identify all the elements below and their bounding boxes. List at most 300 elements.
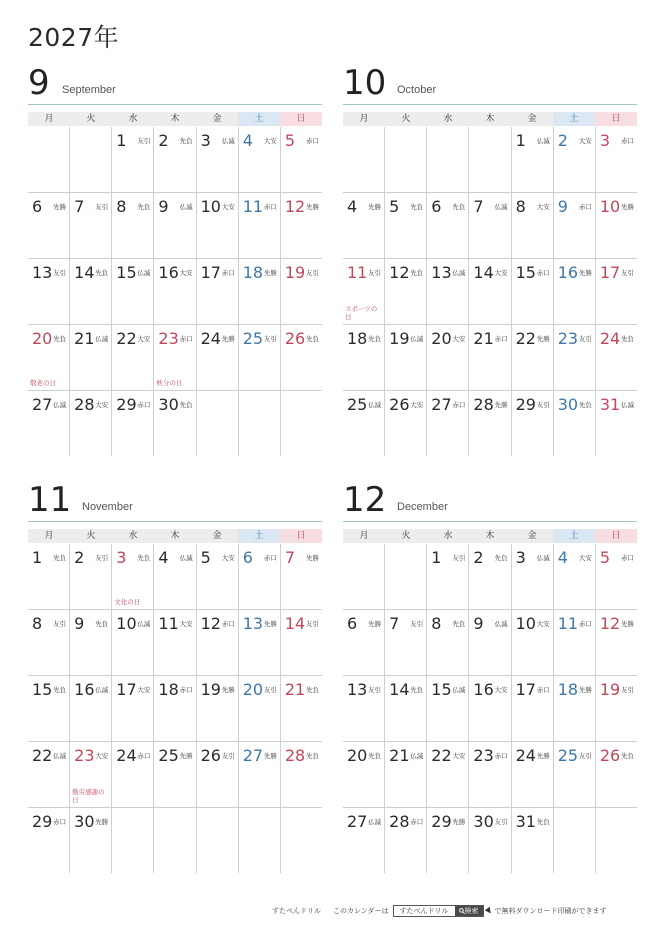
rokuyo-label: 仏滅 [95, 686, 109, 694]
rokuyo-label: 友引 [53, 620, 67, 628]
month-october [343, 64, 637, 456]
day-number: 5 [599, 548, 611, 567]
day-number: 13 [32, 263, 53, 282]
rokuyo-label: 先負 [410, 686, 424, 694]
day-cell [343, 742, 385, 807]
rokuyo-label: 先負 [179, 401, 193, 409]
day-number: 29 [431, 812, 452, 831]
rokuyo-label: 友引 [263, 335, 277, 343]
day-number: 20 [347, 746, 368, 765]
day-number: 7 [284, 548, 296, 567]
day-number: 11 [347, 263, 368, 282]
rokuyo-label: 先負 [494, 554, 508, 562]
rokuyo-label: 赤口 [536, 269, 550, 277]
day-number: 10 [200, 197, 221, 216]
day-cell [70, 325, 112, 390]
day-cell [28, 391, 70, 456]
day-number: 27 [347, 812, 368, 831]
weekday-label: 金 [511, 529, 553, 543]
day-number: 21 [473, 329, 494, 348]
empty-cell [239, 391, 281, 456]
day-number: 3 [116, 548, 127, 567]
rokuyo-label: 先勝 [368, 203, 382, 211]
rokuyo-label: 友引 [536, 401, 550, 409]
day-cell [112, 193, 154, 258]
day-cell [281, 193, 322, 258]
day-number: 21 [389, 746, 410, 765]
month-header [343, 64, 637, 105]
day-number: 2 [557, 131, 568, 150]
rokuyo-label: 先勝 [179, 752, 193, 760]
day-cell [112, 610, 154, 675]
day-number: 17 [599, 263, 621, 282]
rokuyo-label: 友引 [95, 203, 109, 211]
holiday-name: 秋分の日 [156, 378, 183, 387]
day-cell [154, 391, 196, 456]
week-row [28, 127, 322, 193]
rokuyo-label: 大安 [179, 269, 193, 277]
weekday-label: 水 [427, 112, 469, 126]
day-number: 2 [473, 548, 484, 567]
search-box[interactable] [393, 905, 484, 917]
day-number: 31 [599, 395, 621, 414]
day-number: 21 [284, 680, 306, 699]
rokuyo-label: 仏滅 [536, 554, 550, 562]
rokuyo-label: 先勝 [305, 203, 319, 211]
rokuyo-label: 友引 [452, 554, 466, 562]
weekday-label: 金 [196, 112, 238, 126]
day-cell [385, 808, 427, 873]
day-cell [343, 325, 385, 390]
footer [272, 905, 607, 917]
day-cell [343, 391, 385, 456]
week-row [343, 610, 637, 676]
day-number: 27 [32, 395, 53, 414]
day-number: 5 [284, 131, 296, 150]
weekday-label: 金 [196, 529, 238, 543]
day-cell [469, 391, 511, 456]
day-cell [28, 808, 70, 873]
rokuyo-label: 先負 [305, 686, 319, 694]
day-cell [70, 808, 112, 873]
day-number: 30 [557, 395, 579, 414]
day-number: 13 [242, 614, 264, 633]
weekday-header-row [343, 529, 637, 543]
month-name: October [397, 84, 437, 96]
day-cell [596, 193, 637, 258]
rokuyo-label: 先勝 [263, 752, 277, 760]
day-number: 16 [74, 680, 95, 699]
day-number: 8 [515, 197, 526, 216]
empty-cell [343, 127, 385, 192]
day-number: 14 [389, 680, 410, 699]
day-number: 18 [242, 263, 264, 282]
empty-cell [197, 391, 239, 456]
week-row [343, 391, 637, 456]
rokuyo-label: 先負 [368, 752, 382, 760]
day-number: 26 [389, 395, 410, 414]
day-cell [469, 676, 511, 741]
rokuyo-label: 赤口 [137, 401, 151, 409]
day-cell [469, 259, 511, 324]
month-september [28, 64, 322, 456]
rokuyo-label: 先負 [53, 554, 67, 562]
search-box-text[interactable]: すたぺんドリル [399, 907, 449, 915]
day-cell [385, 325, 427, 390]
day-cell [281, 127, 322, 192]
day-cell [469, 610, 511, 675]
day-number: 18 [158, 680, 179, 699]
day-cell [112, 325, 154, 390]
day-number: 15 [32, 680, 53, 699]
day-cell [385, 391, 427, 456]
day-cell [385, 676, 427, 741]
rokuyo-label: 仏滅 [179, 554, 193, 562]
cursor-icon [484, 907, 492, 915]
day-number: 2 [158, 131, 169, 150]
weekday-header-row [343, 112, 637, 126]
day-cell [28, 259, 70, 324]
weekday-label: 月 [343, 112, 385, 126]
empty-cell [112, 808, 154, 873]
day-cell [469, 193, 511, 258]
rokuyo-label: 仏滅 [536, 137, 550, 145]
day-cell [112, 742, 154, 807]
day-cell [239, 193, 281, 258]
rokuyo-label: 先勝 [368, 620, 382, 628]
weekday-header-row [28, 112, 322, 126]
day-cell [281, 325, 322, 390]
month-number: 12 [343, 480, 387, 520]
day-number: 25 [242, 329, 264, 348]
day-cell [197, 676, 239, 741]
rokuyo-label: 友引 [95, 554, 109, 562]
rokuyo-label: 大安 [452, 335, 466, 343]
empty-cell [197, 808, 239, 873]
rokuyo-label: 先負 [620, 752, 634, 760]
month-header [28, 64, 322, 105]
rokuyo-label: 先負 [578, 401, 592, 409]
holiday-name: 勤労感謝の日 [72, 788, 105, 804]
day-number: 23 [473, 746, 494, 765]
day-cell [197, 742, 239, 807]
month-number: 10 [343, 63, 387, 103]
day-cell [197, 610, 239, 675]
week-row [343, 193, 637, 259]
day-cell [427, 610, 469, 675]
day-cell [112, 127, 154, 192]
footer-brand[interactable]: すたぺんドリル [272, 907, 321, 915]
rokuyo-label: 友引 [221, 752, 235, 760]
day-cell [281, 610, 322, 675]
rokuyo-label: 赤口 [494, 335, 508, 343]
day-number: 4 [158, 548, 169, 567]
rokuyo-label: 赤口 [221, 269, 235, 277]
rokuyo-label: 大安 [263, 137, 277, 145]
rokuyo-label: 赤口 [221, 620, 235, 628]
day-number: 12 [599, 614, 621, 633]
day-cell [197, 544, 239, 609]
month-name: September [62, 84, 116, 96]
day-cell [154, 259, 196, 324]
day-cell [28, 742, 70, 807]
empty-cell [427, 127, 469, 192]
weekday-label: 木 [154, 112, 196, 126]
week-row [343, 808, 637, 873]
day-number: 6 [32, 197, 43, 216]
day-number: 9 [557, 197, 568, 216]
rokuyo-label: 大安 [137, 335, 151, 343]
week-row [343, 259, 637, 325]
rokuyo-label: 仏滅 [53, 401, 67, 409]
week-row [28, 676, 322, 742]
weekday-label: 土 [238, 112, 280, 126]
rokuyo-label: 先勝 [536, 335, 550, 343]
rokuyo-label: 赤口 [452, 401, 466, 409]
rokuyo-label: 仏滅 [179, 203, 193, 211]
day-number: 3 [200, 131, 211, 150]
rokuyo-label: 仏滅 [410, 335, 424, 343]
day-number: 27 [431, 395, 452, 414]
rokuyo-label: 大安 [137, 686, 151, 694]
day-number: 23 [158, 329, 179, 348]
day-number: 24 [599, 329, 621, 348]
weekday-label: 土 [553, 112, 595, 126]
day-cell [512, 676, 554, 741]
rokuyo-label: 先負 [305, 335, 319, 343]
day-number: 19 [200, 680, 221, 699]
rokuyo-label: 赤口 [179, 686, 193, 694]
day-cell [154, 127, 196, 192]
day-cell [70, 610, 112, 675]
day-cell [596, 325, 637, 390]
day-cell [554, 742, 596, 807]
day-number: 10 [116, 614, 137, 633]
empty-cell [343, 544, 385, 609]
weekday-label: 火 [385, 529, 427, 543]
day-number: 20 [431, 329, 452, 348]
week-row [28, 391, 322, 456]
day-number: 30 [473, 812, 494, 831]
day-number: 14 [473, 263, 494, 282]
day-cell [385, 610, 427, 675]
day-number: 19 [599, 680, 621, 699]
day-number: 12 [200, 614, 221, 633]
weekday-label: 木 [469, 529, 511, 543]
day-cell [197, 193, 239, 258]
day-cell [596, 610, 637, 675]
day-number: 30 [158, 395, 179, 414]
weekday-label: 日 [280, 529, 322, 543]
rokuyo-label: 先勝 [263, 620, 277, 628]
day-cell [154, 325, 196, 390]
day-cell [469, 808, 511, 873]
day-cell [343, 193, 385, 258]
day-number: 29 [515, 395, 536, 414]
rokuyo-label: 先負 [53, 335, 67, 343]
rokuyo-label: 先勝 [221, 335, 235, 343]
holiday-name: 敬老の日 [30, 378, 56, 387]
month-name: November [82, 501, 133, 513]
month-header [343, 481, 637, 522]
rokuyo-label: 先勝 [95, 818, 109, 826]
day-number: 24 [200, 329, 221, 348]
rokuyo-label: 先勝 [452, 818, 466, 826]
rokuyo-label: 仏滅 [620, 401, 634, 409]
rokuyo-label: 赤口 [53, 818, 67, 826]
month-name: December [397, 501, 448, 513]
rokuyo-label: 大安 [179, 620, 193, 628]
day-cell [554, 127, 596, 192]
weekday-label: 月 [28, 112, 70, 126]
weekday-label: 木 [154, 529, 196, 543]
rokuyo-label: 友引 [137, 137, 151, 145]
day-number: 19 [389, 329, 410, 348]
empty-cell [154, 808, 196, 873]
day-cell [239, 610, 281, 675]
day-cell [385, 193, 427, 258]
day-cell [239, 742, 281, 807]
weekday-label: 金 [511, 112, 553, 126]
rokuyo-label: 仏滅 [137, 620, 151, 628]
rokuyo-label: 先勝 [53, 203, 67, 211]
empty-cell [281, 808, 322, 873]
rokuyo-label: 友引 [368, 269, 382, 277]
day-number: 1 [431, 548, 442, 567]
month-november [28, 481, 322, 873]
empty-cell [469, 127, 511, 192]
day-cell [512, 610, 554, 675]
week-row [28, 325, 322, 391]
day-number: 5 [389, 197, 400, 216]
day-number: 25 [347, 395, 368, 414]
day-cell [554, 193, 596, 258]
day-number: 23 [74, 746, 95, 765]
day-number: 20 [242, 680, 264, 699]
day-number: 4 [242, 131, 253, 150]
day-cell [385, 259, 427, 324]
day-cell [112, 544, 154, 609]
day-cell [112, 391, 154, 456]
day-number: 1 [515, 131, 526, 150]
day-cell [154, 193, 196, 258]
rokuyo-label: 友引 [578, 752, 592, 760]
day-number: 29 [32, 812, 53, 831]
rokuyo-label: 友引 [368, 686, 382, 694]
day-number: 25 [557, 746, 579, 765]
rokuyo-label: 先負 [179, 137, 193, 145]
day-number: 9 [74, 614, 85, 633]
day-cell [512, 325, 554, 390]
empty-cell [385, 127, 427, 192]
weekday-label: 火 [70, 529, 112, 543]
rokuyo-label: 大安 [221, 554, 235, 562]
day-cell [70, 676, 112, 741]
rokuyo-label: 先負 [53, 686, 67, 694]
empty-cell [70, 127, 112, 192]
rokuyo-label: 友引 [620, 269, 634, 277]
day-number: 31 [515, 812, 536, 831]
rokuyo-label: 仏滅 [368, 818, 382, 826]
rokuyo-label: 仏滅 [494, 620, 508, 628]
day-number: 2 [74, 548, 85, 567]
day-cell [28, 193, 70, 258]
day-number: 21 [74, 329, 95, 348]
rokuyo-label: 大安 [536, 203, 550, 211]
rokuyo-label: 仏滅 [410, 752, 424, 760]
day-cell [427, 742, 469, 807]
rokuyo-label: 友引 [305, 269, 319, 277]
day-number: 7 [473, 197, 484, 216]
rokuyo-label: 先負 [452, 620, 466, 628]
rokuyo-label: 大安 [578, 137, 592, 145]
rokuyo-label: 仏滅 [452, 686, 466, 694]
day-number: 1 [116, 131, 127, 150]
day-number: 3 [515, 548, 526, 567]
day-number: 15 [431, 680, 452, 699]
week-row [343, 325, 637, 391]
weekday-label: 日 [595, 112, 637, 126]
rokuyo-label: 赤口 [263, 203, 277, 211]
year-title: 2027年 [28, 23, 120, 52]
rokuyo-label: 先負 [95, 620, 109, 628]
rokuyo-label: 先負 [452, 203, 466, 211]
day-cell [28, 325, 70, 390]
rokuyo-label: 先負 [95, 269, 109, 277]
day-cell [512, 742, 554, 807]
day-cell [112, 259, 154, 324]
day-cell [512, 391, 554, 456]
day-number: 8 [116, 197, 127, 216]
day-number: 18 [347, 329, 368, 348]
rokuyo-label: 先負 [368, 335, 382, 343]
day-cell [239, 544, 281, 609]
search-button-label: 検索 [464, 907, 479, 915]
weekday-header-row [28, 529, 322, 543]
rokuyo-label: 大安 [536, 620, 550, 628]
day-number: 7 [389, 614, 400, 633]
day-number: 28 [284, 746, 306, 765]
weekday-label: 日 [280, 112, 322, 126]
day-cell [512, 808, 554, 873]
day-cell [596, 259, 637, 324]
empty-cell [385, 544, 427, 609]
day-cell [281, 544, 322, 609]
day-cell [239, 676, 281, 741]
day-cell [596, 676, 637, 741]
day-number: 6 [431, 197, 442, 216]
day-number: 11 [158, 614, 179, 633]
day-cell [239, 259, 281, 324]
day-number: 26 [599, 746, 621, 765]
day-number: 22 [431, 746, 452, 765]
search-button[interactable] [455, 906, 483, 916]
rokuyo-label: 友引 [578, 335, 592, 343]
day-cell [154, 610, 196, 675]
rokuyo-label: 仏滅 [494, 203, 508, 211]
day-number: 26 [284, 329, 306, 348]
weekday-label: 月 [343, 529, 385, 543]
rokuyo-label: 大安 [221, 203, 235, 211]
day-cell [343, 676, 385, 741]
day-cell [427, 676, 469, 741]
rokuyo-label: 先勝 [536, 752, 550, 760]
weekday-label: 水 [112, 112, 154, 126]
day-number: 5 [200, 548, 211, 567]
day-number: 9 [473, 614, 484, 633]
empty-cell [281, 391, 322, 456]
day-cell [596, 391, 637, 456]
